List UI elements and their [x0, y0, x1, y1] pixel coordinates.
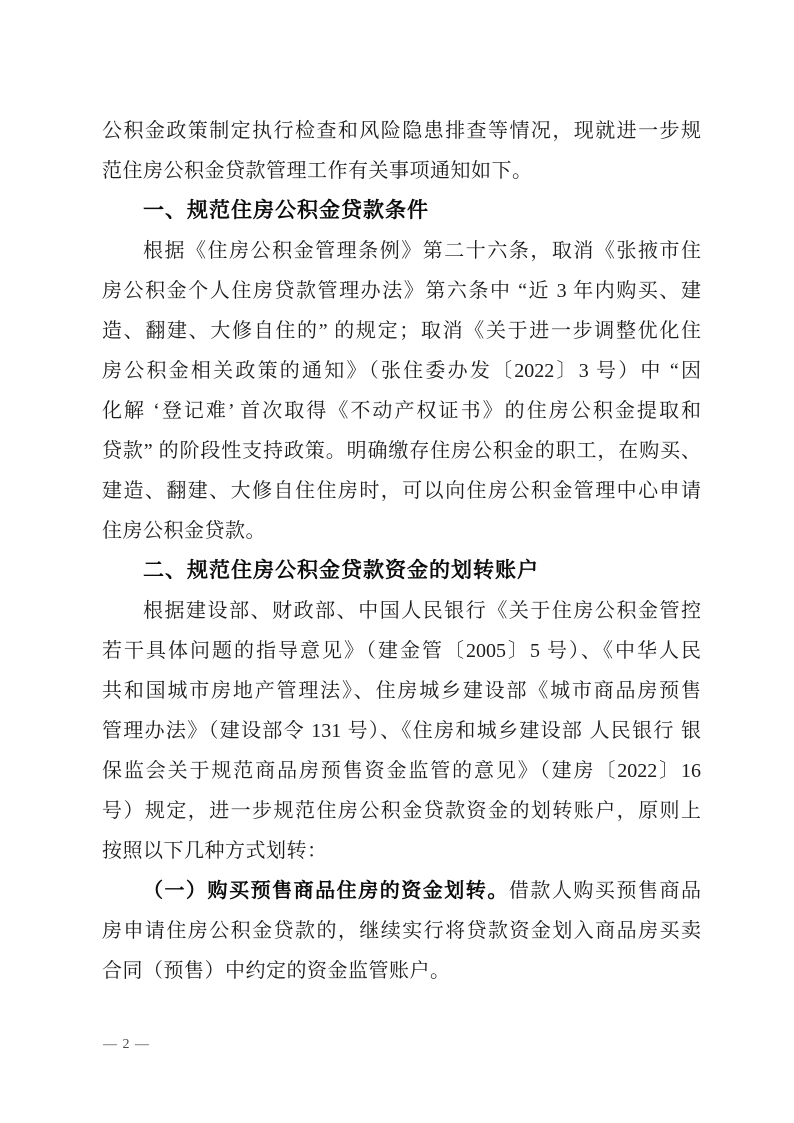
text-line: [102, 431, 701, 471]
text-run: 根据建设部、财政部、中国人民银行《关于住房公积金管控: [143, 600, 701, 622]
text-run: 建造、翻建、大修自住住房时，可以向住房公积金管理中心申请: [102, 480, 701, 502]
document-body: [102, 111, 701, 991]
text-run: 号）规定，进一步规范住房公积金贷款资金的划转账户，原则上: [102, 800, 701, 822]
bold-text-run: （一）购买预售商品住房的资金划转。: [143, 880, 509, 902]
text-run: 住房公积金贷款。: [102, 520, 266, 542]
text-line: [102, 111, 701, 151]
text-line: [102, 831, 701, 871]
text-line: [102, 151, 701, 191]
text-line: [102, 471, 701, 511]
text-line: [102, 271, 701, 311]
text-run: 按照以下几种方式划转：: [102, 840, 328, 862]
text-run: 房申请住房公积金贷款的，继续实行将贷款资金划入商品房买卖: [102, 920, 701, 942]
text-line: [102, 591, 701, 631]
bold-text-run: 一、规范住房公积金贷款条件: [143, 199, 429, 222]
text-line: [102, 751, 701, 791]
text-line: [102, 791, 701, 831]
text-run: 范住房公积金贷款管理工作有关事项通知如下。: [102, 160, 533, 182]
text-line: [102, 351, 701, 391]
text-run: 共和国城市房地产管理法》、住房城乡建设部《城市商品房预售: [102, 680, 701, 702]
text-run: 房公积金相关政策的通知》（张住委办发〔2022〕3 号）中 “因: [102, 360, 701, 382]
section-heading: [102, 551, 701, 591]
text-line: [102, 511, 701, 551]
text-run: 根据《住房公积金管理条例》第二十六条，取消《张掖市住: [143, 240, 701, 262]
text-run: 若干具体问题的指导意见》（建金管〔2005〕5 号）、《中华人民: [102, 640, 701, 662]
text-line: [102, 391, 701, 431]
text-line: [102, 711, 701, 751]
text-line: [102, 871, 701, 911]
text-run: 保监会关于规范商品房预售资金监管的意见》（建房〔2022〕16: [102, 760, 701, 782]
text-line: [102, 911, 701, 951]
text-line: [102, 231, 701, 271]
text-run: 管理办法》（建设部令 131 号）、《住房和城乡建设部 人民银行 银: [102, 720, 701, 742]
text-run: 借款人购买预售商品: [508, 880, 702, 902]
text-run: 公积金政策制定执行检查和风险隐患排查等情况，现就进一步规: [102, 120, 701, 142]
text-run: 造、翻建、大修自住的” 的规定；取消《关于进一步调整优化住: [102, 320, 701, 342]
text-line: [102, 951, 701, 991]
text-run: 化解 ‘登记难’ 首次取得《不动产权证书》的住房公积金提取和: [102, 400, 701, 422]
section-heading: [102, 191, 701, 231]
text-line: [102, 311, 701, 351]
bold-text-run: 二、规范住房公积金贷款资金的划转账户: [143, 559, 539, 582]
text-run: 房公积金个人住房贷款管理办法》第六条中 “近 3 年内购买、建: [102, 280, 701, 302]
text-run: 贷款” 的阶段性支持政策。明确缴存住房公积金的职工，在购买、: [102, 440, 701, 462]
text-line: [102, 631, 701, 671]
text-line: [102, 671, 701, 711]
text-run: 合同（预售）中约定的资金监管账户。: [102, 960, 451, 982]
page-number: — 2 —: [103, 1037, 150, 1052]
